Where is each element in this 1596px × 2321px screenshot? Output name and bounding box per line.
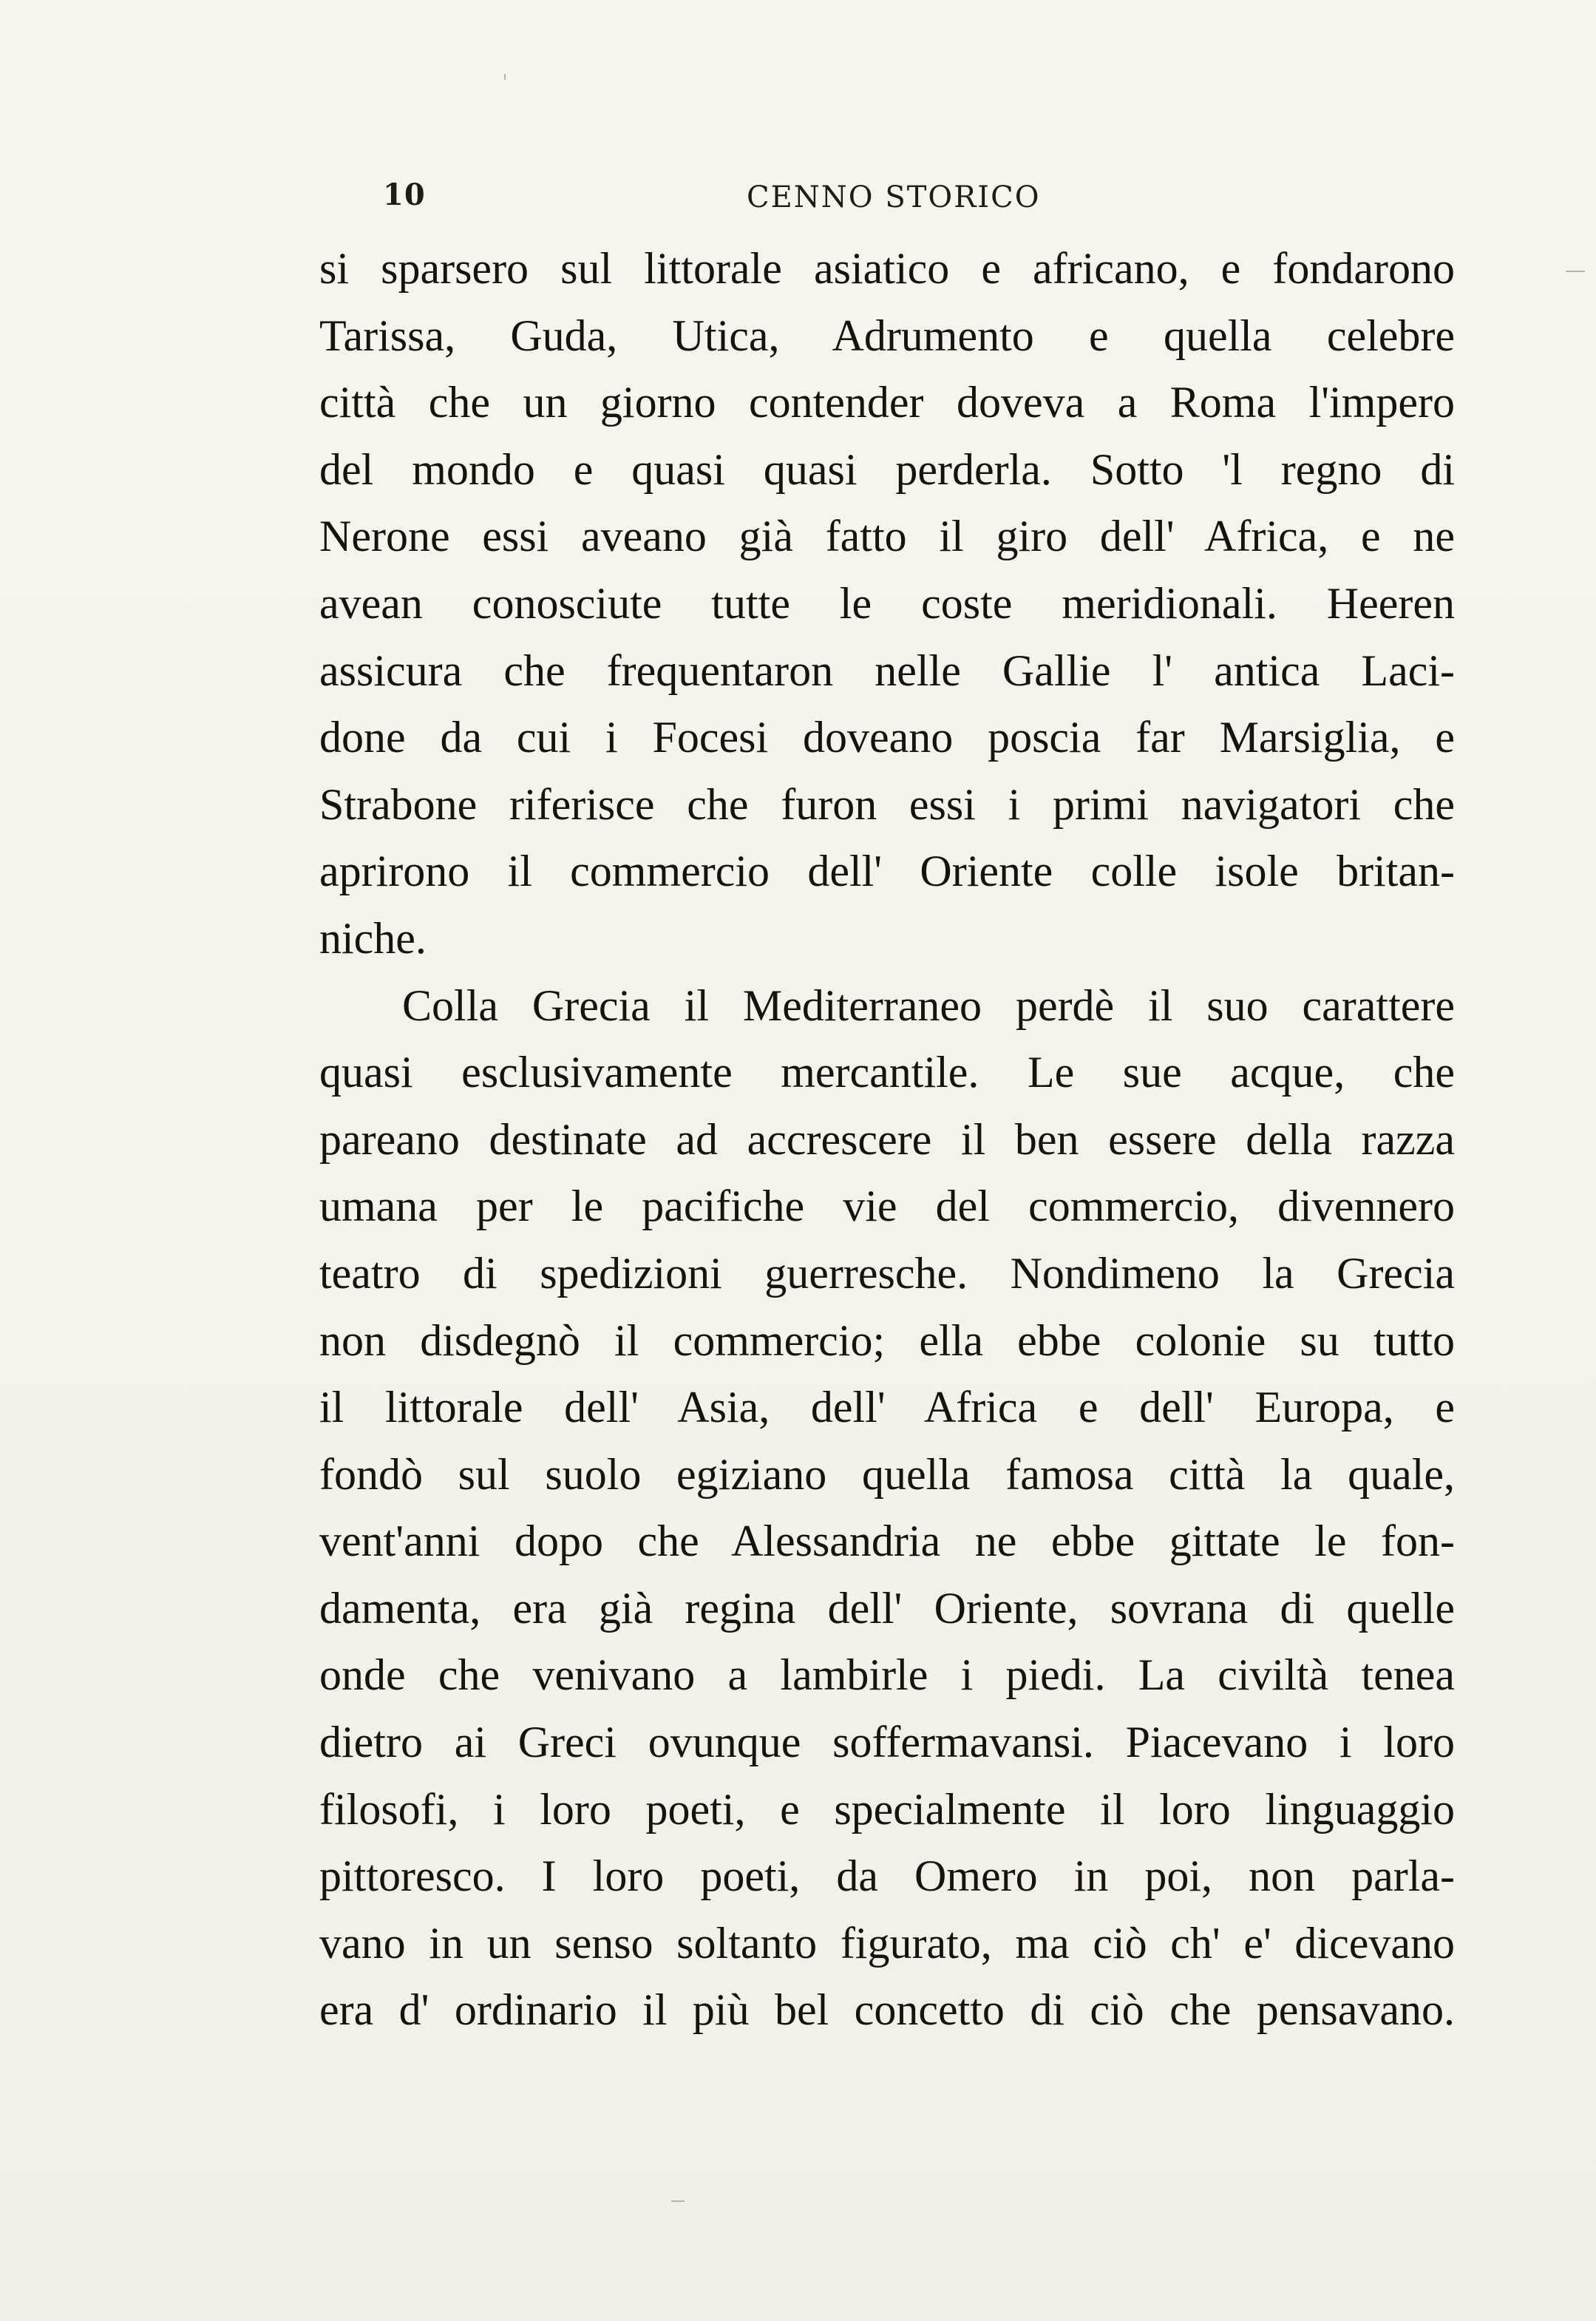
text-line: quasi esclusivamente mercantile. Le sue acque, che	[319, 1048, 1455, 1097]
text-line: del mondo e quasi quasi perderla. Sotto 'l regno di	[319, 444, 1455, 494]
text-line: avean conosciute tutte le coste meridionali. Heeren	[319, 578, 1455, 628]
text-line: vano in un senso soltanto figurato, ma ciò ch' e' dicevano	[319, 1918, 1455, 1968]
text-line: done da cui i Focesi doveano poscia far Marsiglia, e	[319, 713, 1455, 762]
text-line: città che un giorno contender doveva a Roma l'impero	[319, 378, 1455, 427]
fold-mark	[671, 2200, 685, 2202]
text-line: il littorale dell' Asia, dell' Africa e dell' Europa, e	[319, 1383, 1455, 1432]
text-line: dietro ai Greci ovunque soffermavansi. Piacevano i loro	[319, 1718, 1455, 1767]
paragraph	[319, 972, 1455, 2044]
text-line: pareano destinate ad accrescere il ben essere della razza	[319, 1114, 1455, 1164]
text-line: teatro di spedizioni guerresche. Nondimeno la Grecia	[319, 1248, 1455, 1298]
running-head	[0, 177, 1596, 229]
fold-mark	[504, 74, 506, 80]
running-head-title: CENNO STORICO	[747, 180, 1041, 214]
text-line: vent'anni dopo che Alessandria ne ebbe gittate le fon-	[319, 1517, 1455, 1566]
text-line: si sparsero sul littorale asiatico e africano, e fondarono	[319, 244, 1455, 293]
text-line: era d' ordinario il più bel concetto di ciò che pensavano.	[319, 1985, 1455, 2035]
text-line: assicura che frequentaron nelle Gallie l' antica Laci-	[319, 646, 1455, 695]
text-line: fondò sul suolo egiziano quella famosa città la quale,	[319, 1449, 1455, 1499]
body-text	[319, 235, 1455, 2044]
paragraph	[319, 235, 1455, 972]
text-line: non disdegnò il commercio; ella ebbe colonie su tutto	[319, 1315, 1455, 1365]
text-line: aprirono il commercio dell' Oriente colle isole britan-	[319, 847, 1455, 896]
text-line: umana per le pacifiche vie del commercio, divennero	[319, 1182, 1455, 1231]
page-number: 10	[383, 177, 426, 212]
text-line: Nerone essi aveano già fatto il giro dell' Africa, e ne	[319, 512, 1455, 561]
text-line: Colla Grecia il Mediterraneo perdè il suo carattere	[402, 980, 1455, 1030]
text-line: Tarissa, Guda, Utica, Adrumento e quella celebre	[319, 311, 1455, 360]
text-line: damenta, era già regina dell' Oriente, sovrana di quelle	[319, 1583, 1455, 1633]
margin-mark	[1566, 271, 1585, 272]
text-line: pittoresco. I loro poeti, da Omero in poi, non parla-	[319, 1851, 1455, 1901]
text-line: filosofi, i loro poeti, e specialmente il loro linguaggio	[319, 1784, 1455, 1834]
text-line: Strabone riferisce che furon essi i primi navigatori che	[319, 779, 1455, 829]
text-line: onde che venivano a lambirle i piedi. La civiltà tenea	[319, 1650, 1455, 1700]
text-line: niche.	[319, 913, 427, 963]
